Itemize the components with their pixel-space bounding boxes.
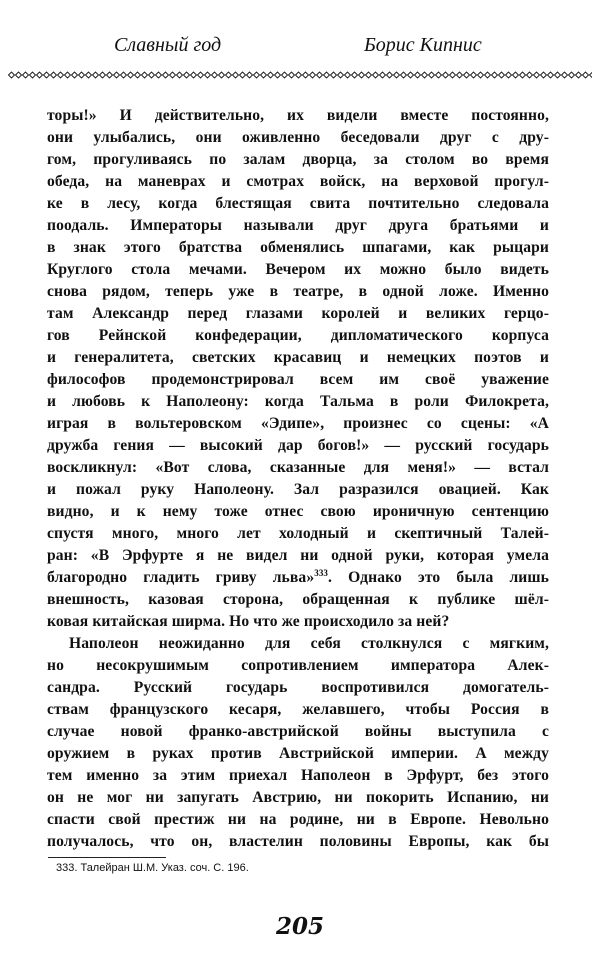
text-line: гом, прогуливаясь по залам дворца, за столом во время — [47, 151, 549, 168]
text-line: поодаль. Императоры называли друг друга братьями и — [47, 217, 549, 234]
running-header-title: Славный год — [114, 34, 222, 56]
text-line: тем именно за этим приехал Наполеон в Эрфурт, без этого — [47, 767, 549, 784]
text-line: ковая китайская ширма. Но что же происходило за ней? — [47, 613, 450, 630]
text-line: ствам французского кесаря, желавшего, чтобы Россия в — [47, 701, 549, 718]
text-line: спасти свой престиж ни на родине, ни в Европе. Невольно — [47, 811, 549, 828]
text-line: случае новой франко-австрийской войны выступила с — [47, 723, 549, 740]
text-line: они улыбались, они оживленно беседовали друг с дру- — [47, 129, 549, 146]
running-header-author: Борис Кипнис — [364, 34, 482, 56]
text-line: снова рядом, теперь уже в театре, в одной ложе. Именно — [47, 283, 549, 300]
footnote-rule — [48, 857, 166, 858]
text-line: философов продемонстрировал всем им своё уважение — [47, 371, 549, 388]
text-line: играя в вольтеровском «Эдипе», произнес со сцены: «А — [47, 415, 549, 432]
text-line: получалось, что он, властелин половины Европы, как бы — [47, 833, 549, 850]
text-line: оружием в руках против Австрийской империи. А между — [47, 745, 549, 762]
text-line: видно, и к нему тоже отнес свою ироничную сентенцию — [47, 503, 549, 520]
text-line: спустя много, много лет холодный и скептичный Талей- — [47, 525, 549, 542]
text-line: внешность, казовая сторона, обращенная к публике шёл- — [47, 591, 549, 608]
text-line: и пожал руку Наполеону. Зал разразился овацией. Как — [47, 481, 549, 498]
footnote: 333. Талейран Ш.М. Указ. соч. С. 196. — [56, 862, 249, 874]
text-line: обеда, на маневрах и смотрах войск, на верховой прогул- — [47, 173, 549, 190]
text-line: ке в лесу, когда блестящая свита почтительно следовала — [47, 195, 549, 212]
text-line: воскликнул: «Вот слова, сказанные для меня!» — встал — [47, 459, 549, 476]
text-line: в знак этого братства обменялись шпагами, как рыцари — [47, 239, 549, 256]
text-segment: благородно гладить гриву льва» — [47, 569, 315, 586]
text-line: гов Рейнской конфедерации, дипломатического корпуса — [47, 327, 549, 344]
text-line: торы!» И действительно, их видели вместе постоянно, — [47, 107, 549, 124]
text-line: и любовь к Наполеону: когда Тальма в роли Филокрета, — [47, 393, 549, 410]
text-line: он не мог ни запугать Австрию, ни покорить Испанию, ни — [47, 789, 549, 806]
text-line-with-footnote-ref — [47, 567, 549, 589]
decorative-diamond-border — [8, 70, 592, 80]
text-line: сандра. Русский государь воспротивился домогатель- — [47, 679, 549, 696]
text-line: там Александр перед глазами королей и великих герцо- — [47, 305, 549, 322]
text-line: Круглого стола мечами. Вечером их можно было видеть — [47, 261, 549, 278]
text-line: но несокрушимым сопротивлением императора Алек- — [47, 657, 549, 674]
body-text — [47, 105, 549, 853]
page-number: 205 — [275, 913, 324, 940]
text-line: дружба гения — высокий дар богов!» — русский государь — [47, 437, 549, 454]
text-segment: . Однако это была лишь — [328, 569, 549, 586]
footnote-reference[interactable]: 333 — [314, 568, 329, 578]
text-line: ран: «В Эрфурте я не видел ни одной руки, которая умела — [47, 547, 549, 564]
text-line: и генералитета, светских красавиц и немецких поэтов и — [47, 349, 549, 366]
text-line: Наполеон неожиданно для себя столкнулся с мягким, — [69, 635, 549, 652]
